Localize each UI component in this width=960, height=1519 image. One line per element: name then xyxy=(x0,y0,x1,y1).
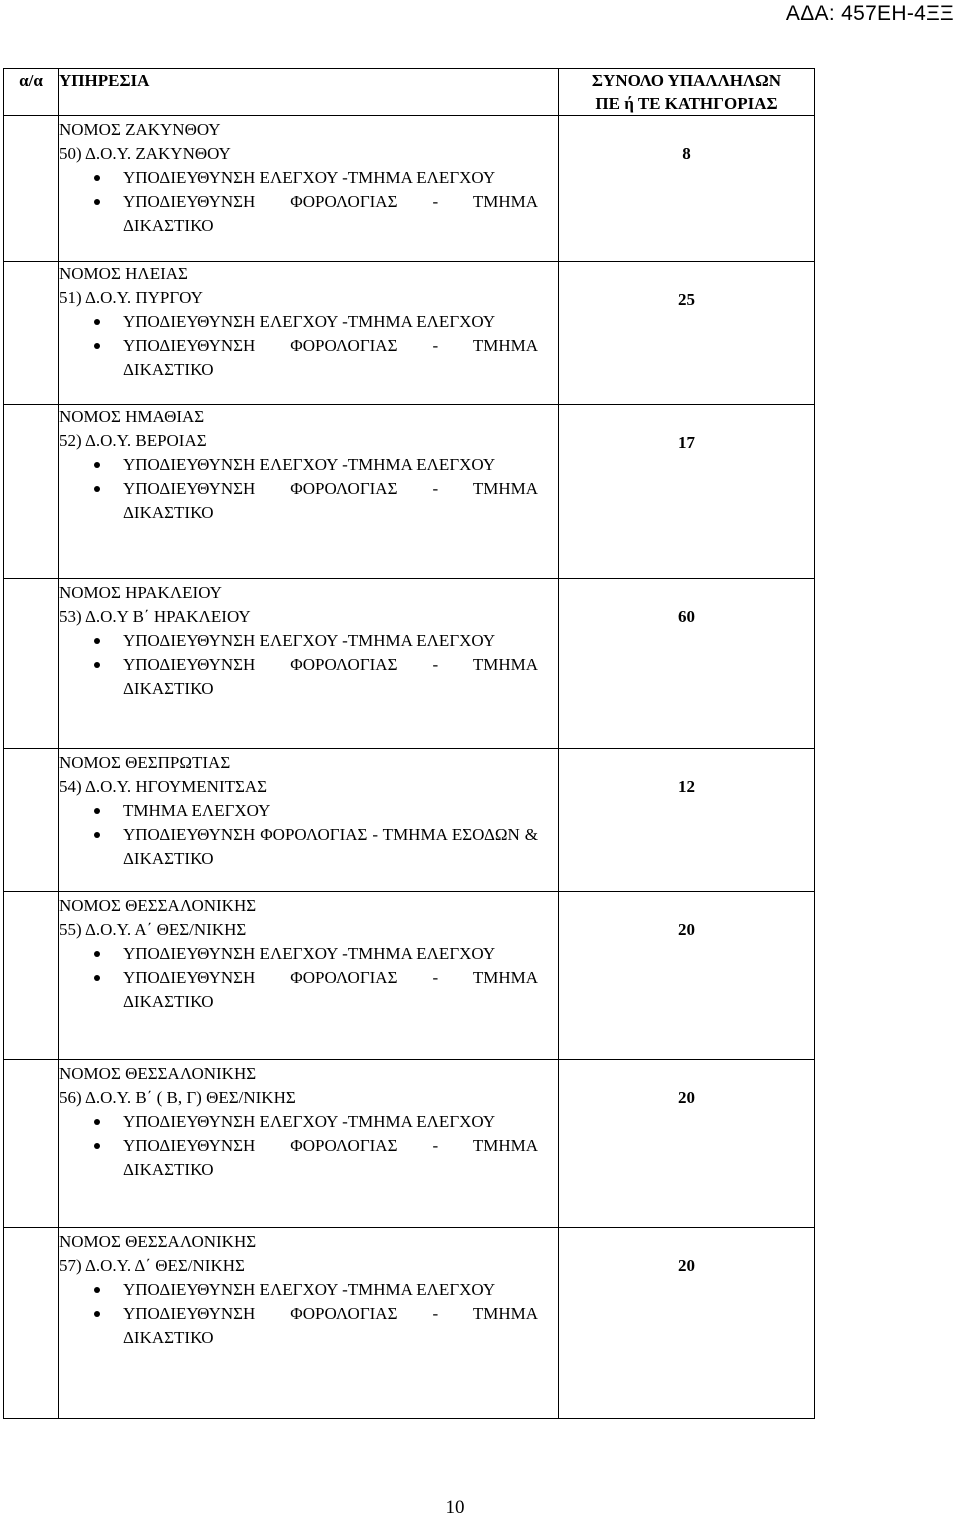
header-service: ΥΠΗΡΕΣΙΑ xyxy=(59,69,559,116)
page-number: 10 xyxy=(445,1497,465,1518)
row-service-cell xyxy=(59,1060,559,1228)
row-total-value: 17 xyxy=(678,433,695,452)
header-total-line1: ΣΥΝΟΛΟ ΥΠΑΛΛΗΛΩΝ xyxy=(591,71,782,90)
row-aa-cell xyxy=(4,116,59,262)
row-total-cell xyxy=(559,405,815,579)
unit-item: ΥΠΟΔΙΕΥΘΥΝΣΗ ΕΛΕΓΧΟΥ -ΤΜΗΜΑ ΕΛΕΓΧΟΥ xyxy=(59,453,558,477)
row-aa-cell xyxy=(4,749,59,892)
unit-item: ΥΠΟΔΙΕΥΘΥΝΣΗ ΦΟΡΟΛΟΓΙΑΣ - ΤΜΗΜΑ ΔΙΚΑΣΤΙΚΟ xyxy=(59,966,558,1014)
units-list xyxy=(59,1278,558,1350)
doy-name: 54) Δ.Ο.Υ. ΗΓΟΥΜΕΝΙΤΣΑΣ xyxy=(59,777,268,796)
row-total-cell xyxy=(559,116,815,262)
nomos-name: ΝΟΜΟΣ ΗΜΑΘΙΑΣ xyxy=(59,407,205,426)
row-total-value: 60 xyxy=(678,607,695,626)
table-header-row xyxy=(4,69,815,116)
units-list xyxy=(59,310,558,382)
row-service-cell xyxy=(59,892,559,1060)
doy-name: 51) Δ.Ο.Υ. ΠΥΡΓΟΥ xyxy=(59,288,203,307)
row-service-cell xyxy=(59,262,559,405)
row-total-cell xyxy=(559,1228,815,1419)
units-list xyxy=(59,1110,558,1182)
header-aa: α/α xyxy=(4,69,59,116)
unit-item: ΥΠΟΔΙΕΥΘΥΝΣΗ ΦΟΡΟΛΟΓΙΑΣ - ΤΜΗΜΑ ΔΙΚΑΣΤΙΚΟ xyxy=(59,334,558,382)
row-service-cell xyxy=(59,1228,559,1419)
unit-item: ΥΠΟΔΙΕΥΘΥΝΣΗ ΕΛΕΓΧΟΥ -ΤΜΗΜΑ ΕΛΕΓΧΟΥ xyxy=(59,942,558,966)
row-aa-cell xyxy=(4,405,59,579)
row-total-cell xyxy=(559,892,815,1060)
row-aa-cell xyxy=(4,1228,59,1419)
unit-item: ΥΠΟΔΙΕΥΘΥΝΣΗ ΦΟΡΟΛΟΓΙΑΣ - ΤΜΗΜΑ ΔΙΚΑΣΤΙΚΟ xyxy=(59,1134,558,1182)
row-total-cell xyxy=(559,749,815,892)
row-aa-cell xyxy=(4,892,59,1060)
nomos-name: ΝΟΜΟΣ ΘΕΣΣΑΛΟΝΙΚΗΣ xyxy=(59,896,257,915)
unit-item: ΥΠΟΔΙΕΥΘΥΝΣΗ ΦΟΡΟΛΟΓΙΑΣ - ΤΜΗΜΑ ΔΙΚΑΣΤΙΚΟ xyxy=(59,190,558,238)
row-aa-cell xyxy=(4,579,59,749)
nomos-name: ΝΟΜΟΣ ΘΕΣΣΑΛΟΝΙΚΗΣ xyxy=(59,1232,257,1251)
row-total-cell xyxy=(559,262,815,405)
ada-code: ΑΔΑ: 457ΕΗ-4ΞΞ xyxy=(785,2,954,25)
row-total-cell xyxy=(559,579,815,749)
row-service-cell xyxy=(59,405,559,579)
doy-name: 53) Δ.Ο.Υ Β΄ ΗΡΑΚΛΕΙΟΥ xyxy=(59,607,251,626)
row-total-value: 20 xyxy=(678,1256,695,1275)
unit-item: ΥΠΟΔΙΕΥΘΥΝΣΗ ΦΟΡΟΛΟΓΙΑΣ - ΤΜΗΜΑ ΔΙΚΑΣΤΙΚΟ xyxy=(59,477,558,525)
doy-name: 52) Δ.Ο.Υ. ΒΕΡΟΙΑΣ xyxy=(59,431,207,450)
row-total-value: 12 xyxy=(678,777,695,796)
units-list xyxy=(59,942,558,1014)
row-service-cell xyxy=(59,579,559,749)
table-row xyxy=(4,1228,815,1419)
unit-item: ΥΠΟΔΙΕΥΘΥΝΣΗ ΦΟΡΟΛΟΓΙΑΣ - ΤΜΗΜΑ ΕΣΟΔΩΝ & ΔΙΚΑΣΤΙΚΟ xyxy=(59,823,558,871)
unit-item: ΤΜΗΜΑ ΕΛΕΓΧΟΥ xyxy=(59,799,558,823)
row-total-value: 25 xyxy=(678,290,695,309)
table-row xyxy=(4,579,815,749)
nomos-name: ΝΟΜΟΣ ΘΕΣΣΑΛΟΝΙΚΗΣ xyxy=(59,1064,257,1083)
table-row xyxy=(4,1060,815,1228)
unit-item: ΥΠΟΔΙΕΥΘΥΝΣΗ ΦΟΡΟΛΟΓΙΑΣ - ΤΜΗΜΑ ΔΙΚΑΣΤΙΚΟ xyxy=(59,1302,558,1350)
unit-item: ΥΠΟΔΙΕΥΘΥΝΣΗ ΦΟΡΟΛΟΓΙΑΣ - ΤΜΗΜΑ ΔΙΚΑΣΤΙΚΟ xyxy=(59,653,558,701)
units-list xyxy=(59,629,558,701)
table-row xyxy=(4,892,815,1060)
unit-item: ΥΠΟΔΙΕΥΘΥΝΣΗ ΕΛΕΓΧΟΥ -ΤΜΗΜΑ ΕΛΕΓΧΟΥ xyxy=(59,166,558,190)
doy-name: 55) Δ.Ο.Υ. Α΄ ΘΕΣ/ΝΙΚΗΣ xyxy=(59,920,247,939)
unit-item: ΥΠΟΔΙΕΥΘΥΝΣΗ ΕΛΕΓΧΟΥ -ΤΜΗΜΑ ΕΛΕΓΧΟΥ xyxy=(59,629,558,653)
row-aa-cell xyxy=(4,1060,59,1228)
row-total-value: 20 xyxy=(678,1088,695,1107)
doy-name: 56) Δ.Ο.Υ. Β΄ ( Β, Γ) ΘΕΣ/ΝΙΚΗΣ xyxy=(59,1088,296,1107)
table-row xyxy=(4,262,815,405)
table-row xyxy=(4,749,815,892)
header-total xyxy=(559,69,815,116)
units-list xyxy=(59,166,558,238)
row-total-cell xyxy=(559,1060,815,1228)
header-total-line2: ΠΕ ή ΤΕ ΚΑΤΗΓΟΡΙΑΣ xyxy=(595,94,778,113)
unit-item: ΥΠΟΔΙΕΥΘΥΝΣΗ ΕΛΕΓΧΟΥ -ΤΜΗΜΑ ΕΛΕΓΧΟΥ xyxy=(59,1110,558,1134)
doy-name: 57) Δ.Ο.Υ. Δ΄ ΘΕΣ/ΝΙΚΗΣ xyxy=(59,1256,245,1275)
units-list xyxy=(59,799,558,871)
services-table xyxy=(3,68,815,1419)
row-total-value: 8 xyxy=(682,144,691,163)
unit-item: ΥΠΟΔΙΕΥΘΥΝΣΗ ΕΛΕΓΧΟΥ -ΤΜΗΜΑ ΕΛΕΓΧΟΥ xyxy=(59,1278,558,1302)
row-service-cell xyxy=(59,749,559,892)
units-list xyxy=(59,453,558,525)
doy-name: 50) Δ.Ο.Υ. ΖΑΚΥΝΘΟΥ xyxy=(59,144,231,163)
nomos-name: ΝΟΜΟΣ ΗΛΕΙΑΣ xyxy=(59,264,188,283)
unit-item: ΥΠΟΔΙΕΥΘΥΝΣΗ ΕΛΕΓΧΟΥ -ΤΜΗΜΑ ΕΛΕΓΧΟΥ xyxy=(59,310,558,334)
row-service-cell xyxy=(59,116,559,262)
row-aa-cell xyxy=(4,262,59,405)
nomos-name: ΝΟΜΟΣ ΗΡΑΚΛΕΙΟΥ xyxy=(59,583,222,602)
nomos-name: ΝΟΜΟΣ ΘΕΣΠΡΩΤΙΑΣ xyxy=(59,753,231,772)
row-total-value: 20 xyxy=(678,920,695,939)
table-row xyxy=(4,116,815,262)
table-row xyxy=(4,405,815,579)
nomos-name: ΝΟΜΟΣ ΖΑΚΥΝΘΟΥ xyxy=(59,120,221,139)
